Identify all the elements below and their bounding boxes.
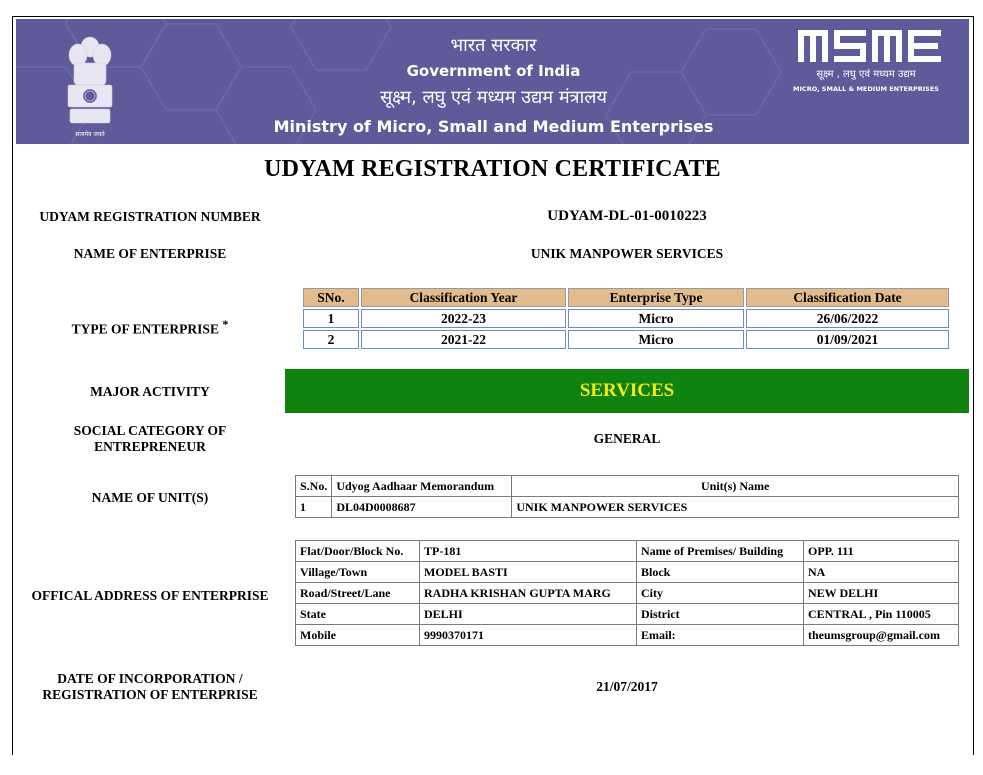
- address-key: District: [637, 604, 804, 625]
- address-value: DELHI: [420, 604, 637, 625]
- cell-uam: DL04D0008687: [332, 497, 512, 518]
- cell-year: 2022-23: [361, 309, 566, 328]
- address-value: NEW DELHI: [804, 583, 959, 604]
- enterprise-name-value: UNIK MANPOWER SERVICES: [530, 246, 724, 261]
- table-row: [296, 604, 959, 625]
- address-key: State: [296, 604, 420, 625]
- units-table: [295, 475, 959, 518]
- emblem-caption: सत्यमेव जयते: [75, 131, 105, 138]
- header-hindi-line-2: सूक्ष्म, लघु एवं मध्यम उद्यम मंत्रालय: [380, 87, 607, 108]
- table-row: [296, 562, 959, 583]
- table-row: [296, 497, 959, 518]
- address-value: theumsgroup@gmail.com: [804, 625, 959, 646]
- cell-date: 26/06/2022: [746, 309, 949, 328]
- address-value: OPP. 111: [804, 541, 959, 562]
- address-value: 9990370171: [420, 625, 637, 646]
- cell-year: 2021-22: [361, 330, 566, 349]
- col-header-classification-year: Classification Year: [361, 288, 566, 307]
- header-banner: [16, 19, 969, 144]
- cell-unit-name: UNIK MANPOWER SERVICES: [512, 497, 959, 518]
- msme-english-tagline: MICRO, SMALL & MEDIUM ENTERPRISES: [793, 85, 939, 93]
- incorporation-value: 21/07/2017: [596, 679, 658, 694]
- certificate-title: UDYAM REGISTRATION CERTIFICATE: [264, 156, 721, 182]
- social-category-label-line2: ENTREPRENEUR: [94, 439, 206, 454]
- address-key: Block: [637, 562, 804, 583]
- col-header-sno: S.No.: [296, 476, 332, 497]
- incorporation-label-line1: DATE OF INCORPORATION /: [57, 671, 243, 686]
- col-header-enterprise-type: Enterprise Type: [568, 288, 744, 307]
- national-emblem-icon: [60, 33, 120, 133]
- major-activity-label: MAJOR ACTIVITY: [90, 384, 210, 399]
- address-key: Road/Street/Lane: [296, 583, 420, 604]
- cell-type: Micro: [568, 330, 744, 349]
- enterprise-name-label: NAME OF ENTERPRISE: [73, 246, 227, 261]
- classification-header-row: [303, 288, 949, 307]
- cell-sno: 1: [303, 309, 359, 328]
- msme-hindi-tagline: सूक्ष्म , लघु एवं मध्यम उद्यम: [816, 69, 916, 80]
- classification-table: [301, 286, 951, 351]
- enterprise-type-label: [20, 316, 280, 338]
- address-key: Flat/Door/Block No.: [296, 541, 420, 562]
- address-key: Mobile: [296, 625, 420, 646]
- cell-sno: 2: [303, 330, 359, 349]
- table-row: [296, 541, 959, 562]
- cell-sno: 1: [296, 497, 332, 518]
- social-category-value: GENERAL: [593, 431, 661, 446]
- table-row: [303, 309, 949, 328]
- table-row: [303, 330, 949, 349]
- table-row: [296, 583, 959, 604]
- col-header-unit-name: Unit(s) Name: [512, 476, 959, 497]
- address-value: CENTRAL , Pin 110005: [804, 604, 959, 625]
- address-key: City: [637, 583, 804, 604]
- header-english-line-2: Ministry of Micro, Small and Medium Enterprises: [273, 117, 714, 136]
- msme-logo: [798, 30, 941, 62]
- social-category-label-line1: SOCIAL CATEGORY OF: [73, 423, 227, 438]
- major-activity-value: SERVICES: [285, 369, 969, 413]
- address-key: Name of Premises/ Building: [637, 541, 804, 562]
- units-header-row: [296, 476, 959, 497]
- address-label: OFFICAL ADDRESS OF ENTERPRISE: [31, 588, 269, 603]
- col-header-uam: Udyog Aadhaar Memorandum: [332, 476, 512, 497]
- col-header-sno: SNo.: [303, 288, 359, 307]
- header-hindi-line-1: भारत सरकार: [450, 35, 537, 56]
- registration-number-label: UDYAM REGISTRATION NUMBER: [39, 209, 261, 224]
- address-key: Village/Town: [296, 562, 420, 583]
- cell-type: Micro: [568, 309, 744, 328]
- enterprise-type-label-text: TYPE OF ENTERPRISE: [71, 321, 219, 337]
- address-value: TP-181: [420, 541, 637, 562]
- registration-number-value: UDYAM-DL-01-0010223: [547, 208, 707, 224]
- incorporation-label: [20, 671, 280, 703]
- social-category-label: [20, 423, 280, 455]
- units-label: NAME OF UNIT(S): [91, 490, 209, 505]
- col-header-classification-date: Classification Date: [746, 288, 949, 307]
- address-value: NA: [804, 562, 959, 583]
- header-english-line-1: Government of India: [406, 62, 581, 80]
- address-table: [295, 540, 959, 646]
- enterprise-type-asterisk: *: [222, 317, 229, 331]
- incorporation-label-line2: REGISTRATION OF ENTERPRISE: [42, 687, 258, 702]
- address-key: Email:: [637, 625, 804, 646]
- table-row: [296, 625, 959, 646]
- address-value: RADHA KRISHAN GUPTA MARG: [420, 583, 637, 604]
- address-value: MODEL BASTI: [420, 562, 637, 583]
- cell-date: 01/09/2021: [746, 330, 949, 349]
